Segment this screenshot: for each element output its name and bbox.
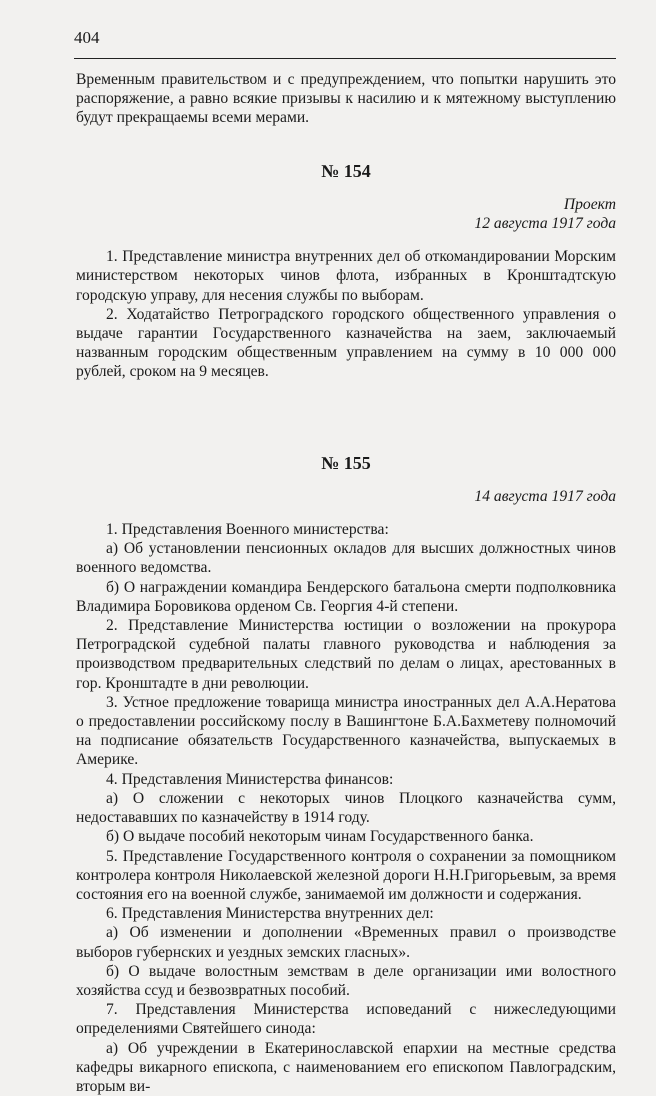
doc-154-item: 2. Ходатайство Петроградского городского общественного управления о выдаче гарантии Государственного казначейства на заем, заключаемый названным городским общественным управлением на сумму в 10 000 000 рублей, сроком на 9 месяцев. xyxy=(76,305,616,381)
doc-155-item: а) Об установлении пенсионных окладов для высших должностных чинов военного ведомства. xyxy=(76,540,616,577)
doc-155-item: 6. Представления Министерства внутренних дел: xyxy=(106,905,434,923)
doc-155-date: 14 августа 1917 года xyxy=(474,487,616,505)
page-content xyxy=(76,70,616,1096)
doc-155-item: б) О награждении командира Бендерского батальона смерти подполковника Владимира Боровикова орденом Св. Георгия 4-й степени. xyxy=(76,578,616,615)
doc-155-item: а) Об изменении и дополнении «Временных правил о производстве выборов губернских и уездных земских гласных». xyxy=(76,924,616,961)
doc-154-number: № 154 xyxy=(321,160,371,181)
doc-155-item: 2. Представление Министерства юстиции о возложении на прокурора Петроградской судебной палаты главного руководства и наблюдения за производством предварительных следствий по делам о лицах, арестованных в гор. Кронштадте в дни революции. xyxy=(76,617,616,692)
doc-154-status: Проект xyxy=(563,195,616,213)
page-number: 404 xyxy=(74,28,100,47)
header-rule xyxy=(74,58,616,59)
doc-154-date: 12 августа 1917 года xyxy=(474,215,616,233)
doc-155-number: № 155 xyxy=(321,452,371,473)
doc-155-item: а) О сложении с некоторых чинов Плоцкого казначейства сумм, недостававших по казначейству в 1914 году. xyxy=(76,789,616,827)
doc-155-item: 1. Представления Военного министерства: xyxy=(106,521,389,539)
doc-155-item: 3. Устное предложение товарища министра иностранных дел А.А.Нератова о предоставлении российскому послу в Вашингтоне Б.А.Бахметеву полномочий на подписание обязательств Государственного казначейства, выпускаемых в Америке. xyxy=(76,693,616,769)
doc-155-item: 7. Представления Министерства исповеданий с нижеследующими определениями Святейшего синода: xyxy=(76,1001,616,1038)
doc-155-item: б) О выдаче волостным земствам в деле организации ими волостного хозяйства ссуд и безвозвратных пособий. xyxy=(76,962,616,999)
doc-155-item: 4. Представления Министерства финансов: xyxy=(106,770,394,788)
doc-154-item: 1. Представление министра внутренних дел об откомандировании Морским министерством некоторых чинов флота, избранных в Кронштадтскую городскую управу, для несения службы по выборам. xyxy=(76,248,616,304)
intro-paragraph: Временным правительством и с предупреждением, что попытки нарушить это распоряжение, а равно всякие призывы к насилию и к мятежному выступлению будут прекращаемы всеми мерами. xyxy=(76,71,616,127)
doc-155-item: а) Об учреждении в Екатеринославской епархии на местные средства кафедры викарного епископа, с наименованием его епископом Павлоградским, вторым ви- xyxy=(76,1039,616,1095)
doc-155-item: б) О выдаче пособий некоторым чинам Государственного банка. xyxy=(106,828,534,846)
doc-155-item: 5. Представление Государственного контроля о сохранении за помощником контролера контроля Николаевской железной дороги Н.Н.Григорьевым, за время состояния его на военной службе, занимаемой им должности и содержания. xyxy=(76,847,616,903)
